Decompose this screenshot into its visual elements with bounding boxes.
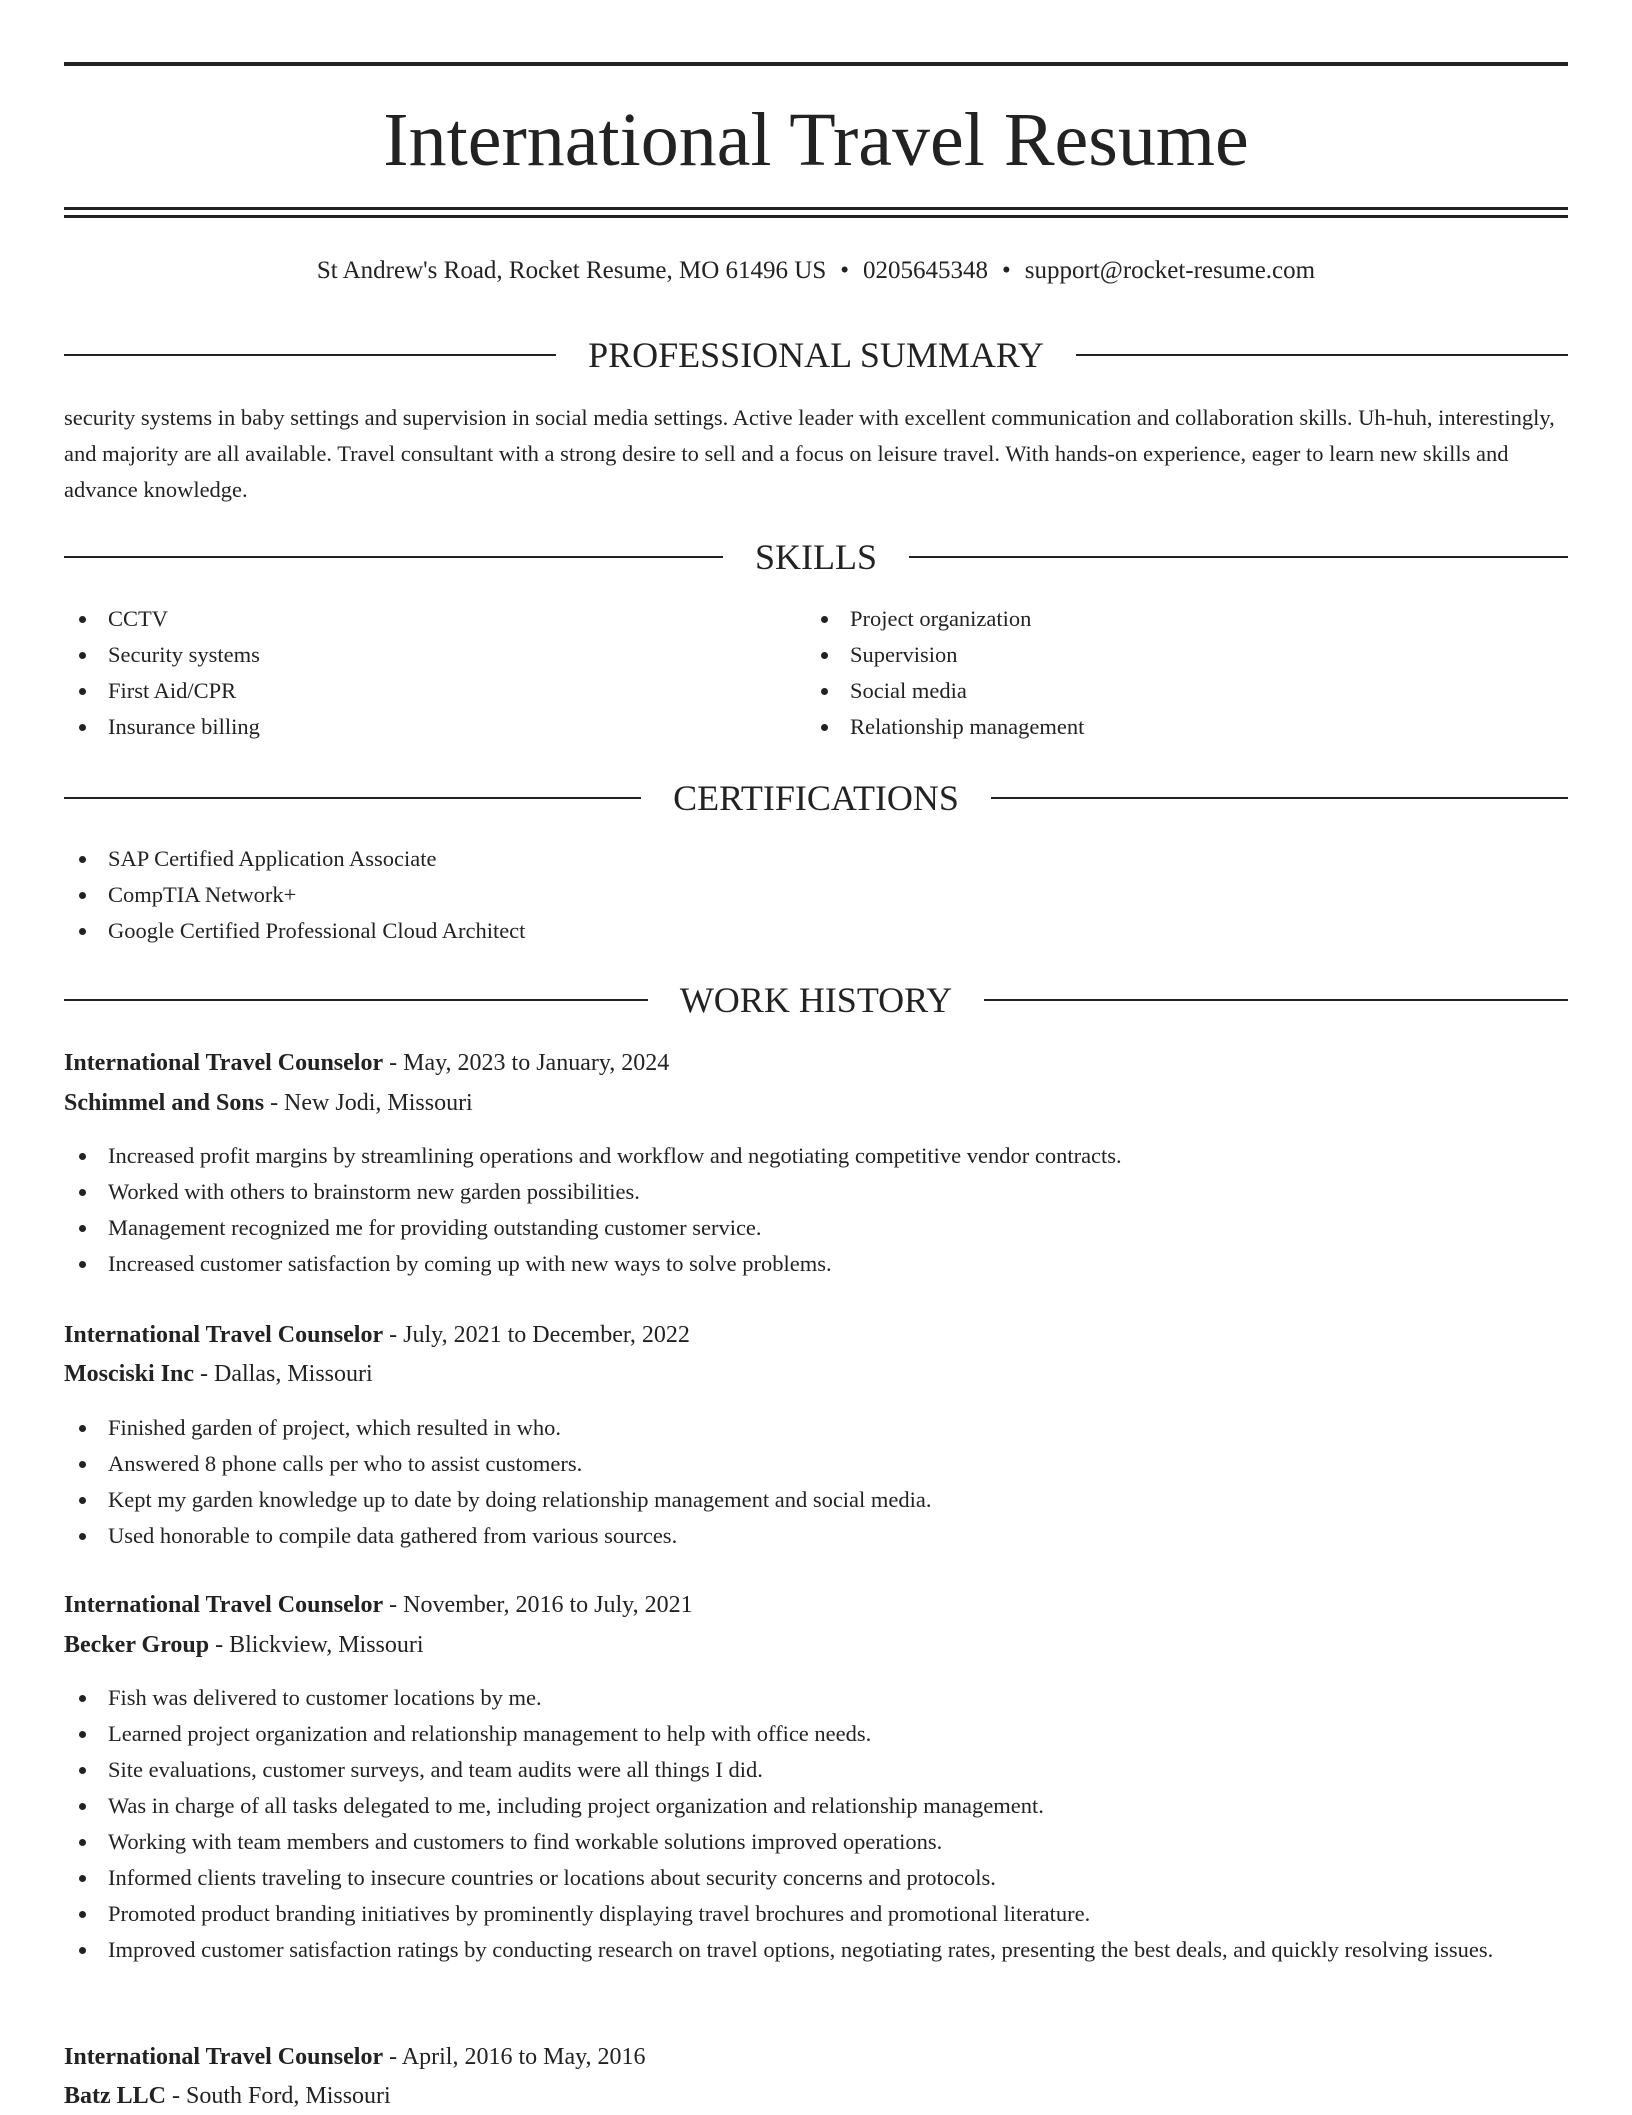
skill-item: Relationship management <box>806 709 1566 745</box>
job-title: International Travel Counselor <box>64 1592 384 1618</box>
job-bullet: Kept my garden knowledge up to date by doing relationship management and social media. <box>64 1482 1568 1518</box>
job-company: Mosciski Inc <box>64 1361 195 1387</box>
job-company: Schimmel and Sons <box>64 1090 265 1116</box>
skill-item: First Aid/CPR <box>64 673 804 709</box>
certifications-list <box>64 841 1568 949</box>
section-heading-summary <box>64 333 1568 377</box>
heading-rule <box>984 999 1568 1001</box>
heading-rule <box>991 797 1568 799</box>
contact-separator: • <box>1002 257 1011 284</box>
job-bullet: Finished garden of project, which resulted in who. <box>64 1410 1568 1446</box>
job-dates: - April, 2016 to May, 2016 <box>383 2044 646 2070</box>
job-bullet: Informed clients traveling to insecure countries or locations about security concerns and protocols. <box>64 1860 1494 1896</box>
certification-item: Google Certified Professional Cloud Architect <box>64 913 1568 949</box>
job-bullet: Increased profit margins by streamlining operations and workflow and negotiating competitive vendor contracts. <box>64 1138 1568 1174</box>
job-company-line <box>64 2077 1568 2115</box>
job-title-line <box>64 1586 1568 1624</box>
job-dates: - November, 2016 to July, 2021 <box>383 1592 693 1618</box>
section-title: PROFESSIONAL SUMMARY <box>588 335 1044 375</box>
certification-item: CompTIA Network+ <box>64 877 1568 913</box>
job-company: Becker Group <box>64 1632 210 1658</box>
job-bullet: Site evaluations, customer surveys, and team audits were all things I did. <box>64 1752 1494 1788</box>
contact-line <box>64 254 1568 288</box>
job-bullet: Improved customer satisfaction ratings by conducting research on travel options, negotiating rates, presenting the best deals, and quickly resolving issues. <box>64 1932 1494 1968</box>
job-location: - Blickview, Missouri <box>209 1632 424 1658</box>
certification-item: SAP Certified Application Associate <box>64 841 1568 877</box>
job-title-line <box>64 1316 1568 1354</box>
job-company: Batz LLC <box>64 2083 166 2109</box>
job-bullets <box>64 1680 1494 1968</box>
job-title: International Travel Counselor <box>64 1322 384 1348</box>
job-title: International Travel Counselor <box>64 2044 384 2070</box>
job-bullet: Working with team members and customers to find workable solutions improved operations. <box>64 1824 1494 1860</box>
job-bullet: Fish was delivered to customer locations by me. <box>64 1680 1494 1716</box>
job-bullets <box>64 1410 1568 1554</box>
job-company-line <box>64 1355 1568 1393</box>
job-company-line <box>64 1084 1568 1122</box>
job-location: - Dallas, Missouri <box>194 1361 373 1387</box>
job-title: International Travel Counselor <box>64 1050 384 1076</box>
skills-list-right <box>806 601 1566 745</box>
job-bullet: Was in charge of all tasks delegated to me, including project organization and relationship management. <box>64 1788 1494 1824</box>
job-dates: - May, 2023 to January, 2024 <box>383 1050 670 1076</box>
section-heading-work-history <box>64 978 1568 1022</box>
contact-address: St Andrew's Road, Rocket Resume, MO 61496 US <box>316 257 827 284</box>
contact-email: support@rocket-resume.com <box>1024 257 1316 284</box>
job-bullets <box>64 1138 1568 1282</box>
heading-rule <box>1076 354 1568 356</box>
job-bullet: Answered 8 phone calls per who to assist customers. <box>64 1446 1568 1482</box>
skill-item: Insurance billing <box>64 709 804 745</box>
contact-phone: 0205645348 <box>863 257 989 284</box>
heading-rule <box>64 354 556 356</box>
heading-rule <box>64 797 641 799</box>
heading-rule <box>909 556 1568 558</box>
section-heading-skills <box>64 535 1568 579</box>
section-title: CERTIFICATIONS <box>673 778 959 818</box>
skill-item: Security systems <box>64 637 804 673</box>
top-rule <box>64 62 1568 66</box>
section-heading-certifications <box>64 776 1568 820</box>
job-location: - New Jodi, Missouri <box>264 1090 473 1116</box>
section-title: WORK HISTORY <box>679 980 953 1020</box>
job-title-line <box>64 2038 1568 2076</box>
section-title: SKILLS <box>755 537 878 577</box>
job-bullet: Promoted product branding initiatives by prominently displaying travel brochures and promotional literature. <box>64 1896 1494 1932</box>
skill-item: CCTV <box>64 601 804 637</box>
job-dates: - July, 2021 to December, 2022 <box>383 1322 690 1348</box>
job-bullet: Worked with others to brainstorm new garden possibilities. <box>64 1174 1568 1210</box>
skill-item: Project organization <box>806 601 1566 637</box>
job-location: - South Ford, Missouri <box>166 2083 391 2109</box>
job-bullet: Management recognized me for providing outstanding customer service. <box>64 1210 1568 1246</box>
skills-list-left <box>64 601 804 745</box>
job-bullet: Increased customer satisfaction by coming up with new ways to solve problems. <box>64 1246 1568 1282</box>
title-double-rule <box>64 207 1568 218</box>
skill-item: Social media <box>806 673 1566 709</box>
contact-separator: • <box>840 257 850 284</box>
job-bullet: Used honorable to compile data gathered from various sources. <box>64 1518 1568 1554</box>
job-company-line <box>64 1626 1568 1664</box>
resume-title: International Travel Resume <box>383 98 1249 182</box>
heading-rule <box>64 999 648 1001</box>
job-title-line <box>64 1044 1568 1082</box>
skill-item: Supervision <box>806 637 1566 673</box>
job-bullet: Learned project organization and relationship management to help with office needs. <box>64 1716 1494 1752</box>
heading-rule <box>64 556 723 558</box>
summary-text: security systems in baby settings and supervision in social media settings. Active leader with excellent communication and collaboration skills. Uh-huh, interestingly, and majority are all available. Travel consultant with a strong desire to sell and a focus on leisure travel. With hands-on experience, eager to learn new skills and advance knowledge. <box>64 405 1555 502</box>
